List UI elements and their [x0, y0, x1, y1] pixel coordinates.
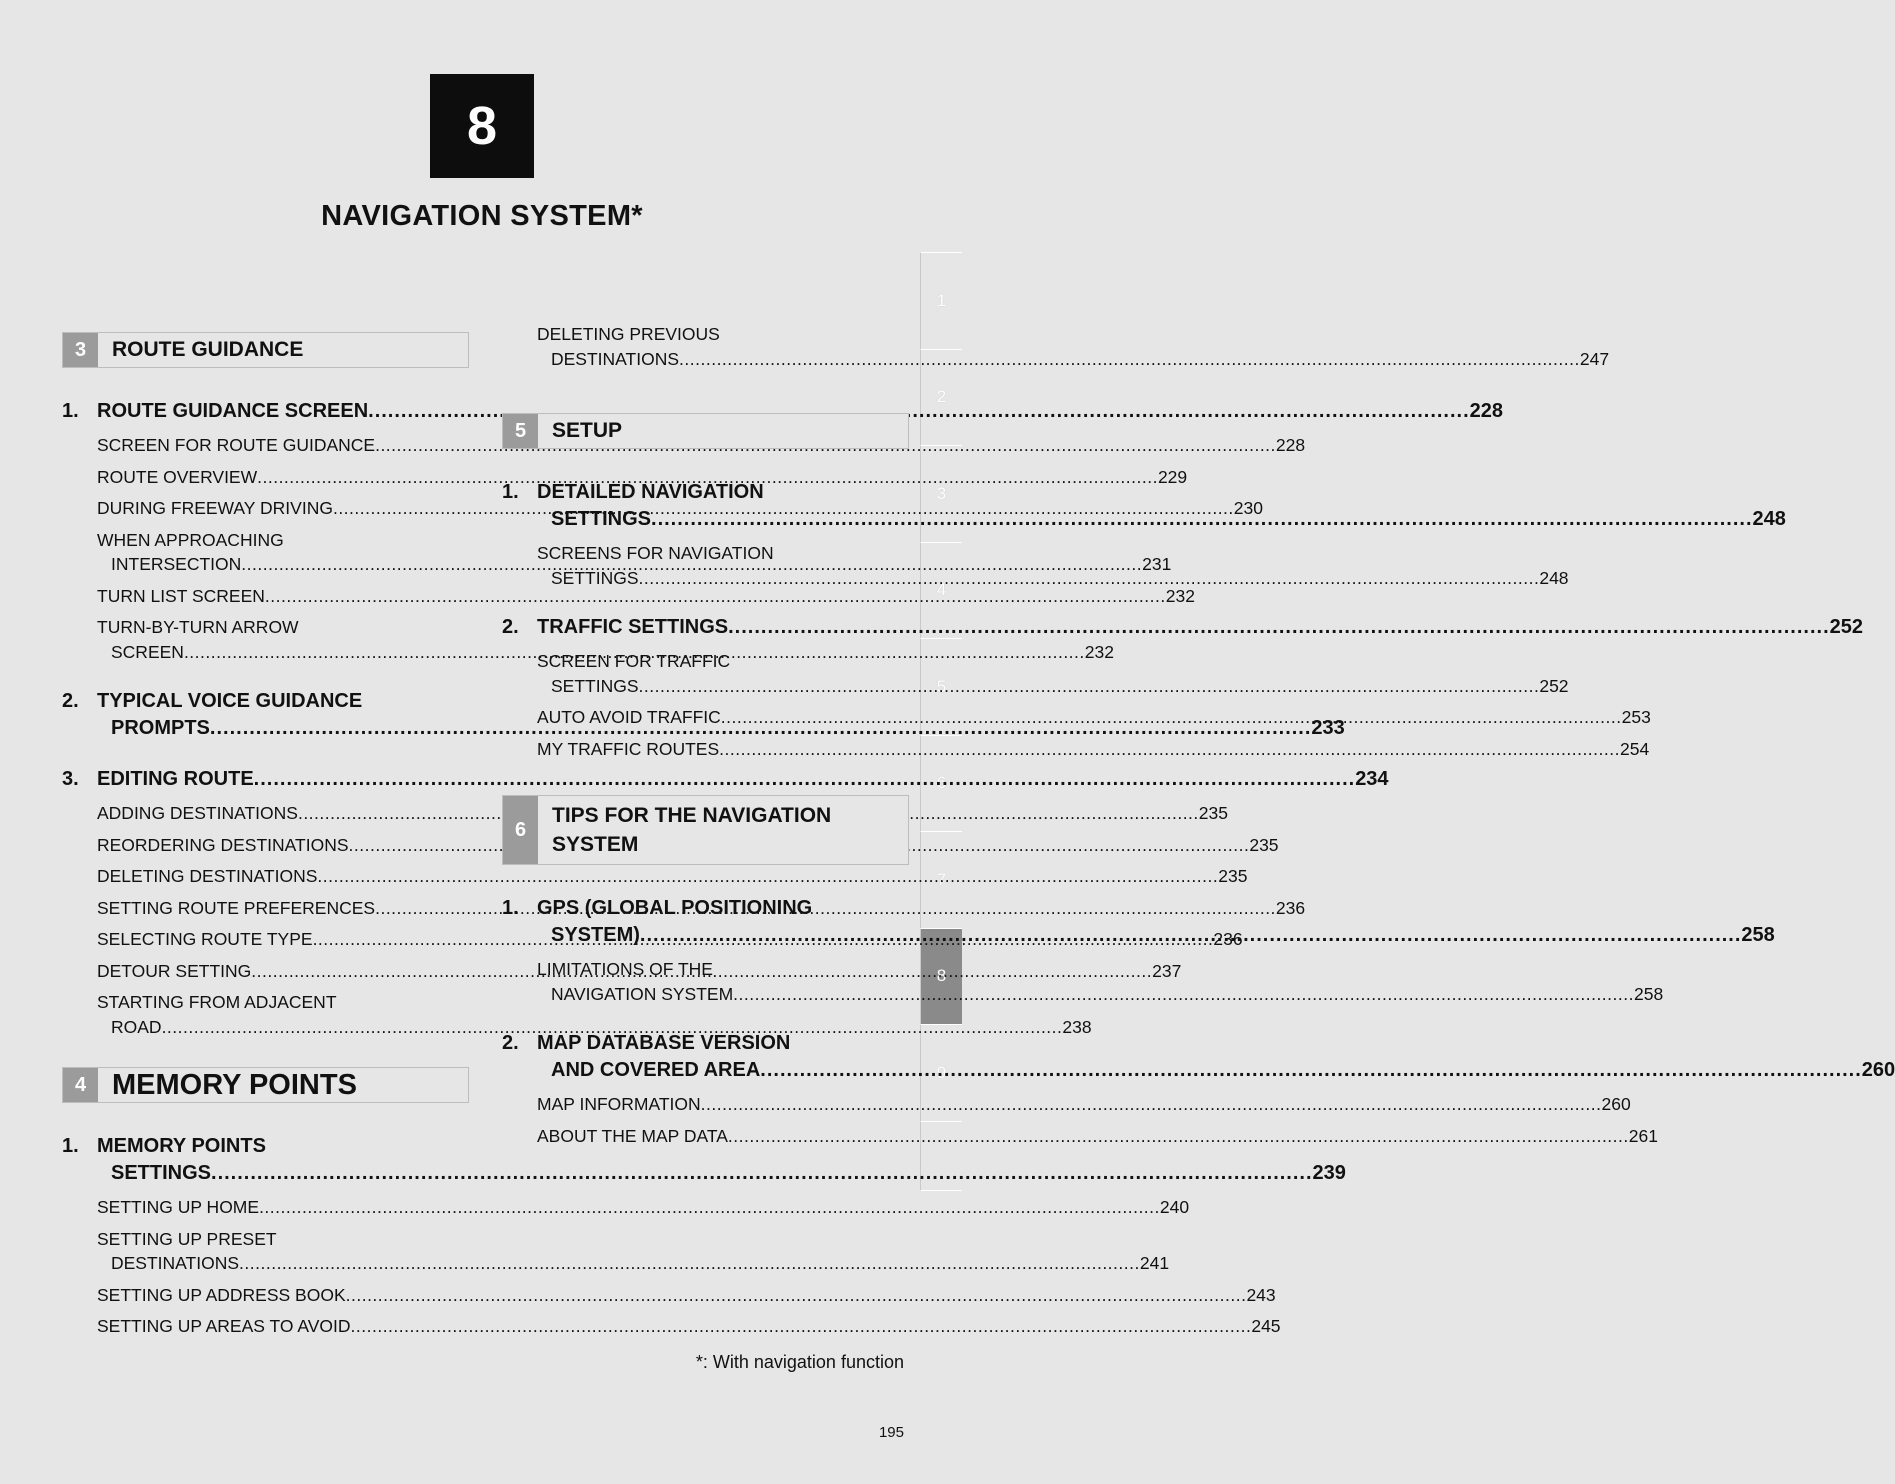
subentry-title: SETTINGS [551, 675, 639, 696]
page-number: 195 [878, 1424, 904, 1441]
section-title-line2: SYSTEM [552, 833, 639, 856]
subentry-page: 236 [1213, 929, 1243, 949]
entry-title-line1: MEMORY POINTS [97, 1135, 266, 1157]
chapter-number: 8 [466, 96, 498, 156]
section-title-line1: TIPS FOR THE NAVIGATION [552, 804, 832, 827]
entry-title-line1: TYPICAL VOICE GUIDANCE [97, 690, 363, 712]
subentry-title: SETTING ROUTE PREFERENCES [97, 897, 376, 918]
entry-title: SETTINGS [551, 508, 652, 530]
subentry-title: ADDING DESTINATIONS [97, 803, 298, 823]
tab-6[interactable]: 6 [920, 735, 962, 832]
subentry-page: 237 [1152, 960, 1182, 981]
section-title: MEMORY POINTS [112, 1068, 357, 1101]
section-number: 6 [503, 796, 538, 864]
subentry-title: ROUTE OVERVIEW [97, 466, 258, 487]
subentry-title: DESTINATIONS [111, 1253, 240, 1273]
tab-4[interactable]: 4 [920, 542, 962, 639]
entry-page: 233 [1311, 717, 1345, 739]
subentry-title-line1: WHEN APPROACHING [97, 529, 284, 550]
section-header-3 [62, 332, 469, 368]
entry-title: SETTINGS [111, 1162, 212, 1184]
subentry-page: 232 [1165, 585, 1195, 606]
subentry-page: 258 [1633, 983, 1664, 1004]
entry-number: 2. [62, 690, 79, 712]
entry-title-line1: DETAILED NAVIGATION [537, 481, 764, 503]
entry-title: EDITING ROUTE [97, 768, 254, 790]
subentry-page: 235 [1198, 803, 1228, 823]
subentry-title: DESTINATIONS [551, 348, 680, 369]
toc-subentry[interactable] [97, 1195, 1190, 1220]
toc-subentry[interactable] [537, 1092, 1631, 1117]
section-header-4 [62, 1067, 469, 1103]
subentry-page: 235 [1218, 866, 1248, 886]
subentry-title-line1: STARTING FROM ADJACENT [97, 992, 337, 1012]
subentry-page: 230 [1233, 498, 1263, 518]
toc-subentry[interactable] [97, 1227, 1170, 1276]
chapter-title: NAVIGATION SYSTEM* [321, 200, 643, 232]
entry-number: 2. [502, 616, 519, 638]
entry-title: TRAFFIC SETTINGS [537, 616, 729, 638]
subentry-page: 254 [1619, 738, 1650, 759]
entry-page: 228 [1469, 400, 1504, 422]
entry-number: 1. [502, 897, 519, 919]
subentry-title: DELETING DESTINATIONS [97, 866, 318, 886]
entry-title: PROMPTS [111, 717, 210, 739]
subentry-page: 252 [1539, 675, 1569, 696]
subentry-page: 253 [1621, 707, 1651, 727]
toc-subentry[interactable] [97, 584, 1195, 609]
section-header-6 [502, 795, 909, 865]
subentry-page: 231 [1142, 554, 1172, 574]
tab-8[interactable]: 8 [920, 928, 962, 1025]
tab-7[interactable]: 7 [920, 831, 962, 928]
subentry-title: SCREEN FOR ROUTE GUIDANCE [97, 435, 376, 455]
entry-number: 3. [62, 768, 79, 790]
section-title: SETUP [552, 419, 623, 442]
entry-title: AND COVERED AREA [551, 1059, 761, 1081]
section-title: ROUTE GUIDANCE [112, 338, 304, 361]
toc-subentry[interactable] [537, 1124, 1658, 1149]
subentry-title: SETTING UP AREAS TO AVOID [97, 1316, 351, 1336]
subentry-title: ABOUT THE MAP DATA [537, 1125, 728, 1146]
subentry-page: 238 [1062, 1016, 1092, 1037]
toc-subentry[interactable] [97, 1314, 1281, 1339]
toc-subentry[interactable] [537, 737, 1650, 762]
toc-subentry[interactable] [97, 1283, 1276, 1308]
subentry-title: MY TRAFFIC ROUTES [537, 738, 720, 759]
subentry-page: 261 [1628, 1125, 1658, 1146]
subentry-title: DURING FREEWAY DRIVING [97, 498, 333, 518]
toc-subentry[interactable] [537, 322, 1610, 371]
entry-number: 2. [502, 1032, 519, 1054]
tab-5[interactable]: 5 [920, 638, 962, 735]
entry-title-line1: MAP DATABASE VERSION [537, 1032, 791, 1054]
entry-title: SYSTEM) [551, 924, 640, 946]
subentry-title: DETOUR SETTING [97, 960, 252, 981]
entry-page: 234 [1355, 768, 1389, 790]
subentry-page: 240 [1159, 1197, 1190, 1217]
page [2, 2, 1895, 1482]
entry-number: 1. [62, 400, 79, 422]
entry-page: 260 [1861, 1059, 1895, 1081]
subentry-title: SETTING UP ADDRESS BOOK [97, 1284, 346, 1305]
subentry-title: AUTO AVOID TRAFFIC [537, 707, 721, 727]
subentry-title: ROAD [111, 1016, 162, 1037]
subentry-page: 248 [1539, 567, 1569, 588]
entry-title-line1: GPS (GLOBAL POSITIONING [537, 897, 813, 919]
subentry-title: MAP INFORMATION [537, 1094, 701, 1114]
subentry-page: 236 [1275, 897, 1306, 918]
subentry-title: SETTINGS [551, 567, 639, 588]
subentry-page: 235 [1249, 834, 1279, 855]
chapter-number-box [430, 74, 534, 178]
section-number: 4 [63, 1068, 98, 1102]
subentry-title: SCREEN [111, 641, 184, 662]
subentry-title-line1: DELETING PREVIOUS [537, 324, 720, 344]
entry-page: 252 [1829, 616, 1863, 638]
section-number: 3 [63, 333, 98, 367]
toc-subentry[interactable] [97, 465, 1188, 490]
subentry-page: 260 [1601, 1094, 1631, 1114]
subentry-title-line1: SCREENS FOR NAVIGATION [537, 543, 774, 563]
tab-1[interactable]: 1 [920, 252, 962, 349]
subentry-title: REORDERING DESTINATIONS [97, 834, 349, 855]
toc-entry[interactable] [502, 1030, 1895, 1148]
entry-page: 258 [1741, 924, 1775, 946]
entry-number: 1. [62, 1135, 79, 1157]
subentry-title: SELECTING ROUTE TYPE [97, 929, 313, 949]
subentry-title-line1: TURN-BY-TURN ARROW [97, 617, 299, 637]
entry-page: 239 [1312, 1162, 1346, 1184]
tab-3[interactable]: 3 [920, 445, 962, 542]
subentry-title: INTERSECTION [111, 554, 242, 574]
subentry-page: 228 [1275, 435, 1306, 455]
subentry-title: NAVIGATION SYSTEM [551, 983, 734, 1004]
toc-subentry[interactable] [97, 864, 1248, 889]
subentry-page: 247 [1579, 348, 1610, 369]
subentry-page: 229 [1157, 466, 1188, 487]
subentry-page: 232 [1084, 641, 1114, 662]
subentry-title: TURN LIST SCREEN [97, 585, 265, 606]
tab-9[interactable]: 9 [920, 1024, 962, 1121]
section-number: 5 [503, 414, 538, 448]
toc-subentry[interactable] [97, 433, 1306, 458]
tab-2[interactable]: 2 [920, 349, 962, 446]
entry-number: 1. [502, 481, 519, 503]
section-header-5 [502, 413, 909, 449]
subentry-page: 243 [1246, 1284, 1276, 1305]
entry-title: ROUTE GUIDANCE SCREEN [97, 400, 369, 422]
entry-page: 248 [1752, 508, 1786, 530]
footnote: *: With navigation function [695, 1352, 904, 1372]
subentry-page: 241 [1139, 1253, 1170, 1273]
subentry-title-line1: LIMITATIONS OF THE [537, 959, 713, 979]
subentry-title: SETTING UP HOME [97, 1197, 260, 1217]
subentry-title-line1: SCREEN FOR TRAFFIC [537, 651, 731, 671]
subentry-title-line1: SETTING UP PRESET [97, 1228, 277, 1249]
section-title [538, 796, 908, 864]
subentry-page: 245 [1251, 1316, 1281, 1336]
